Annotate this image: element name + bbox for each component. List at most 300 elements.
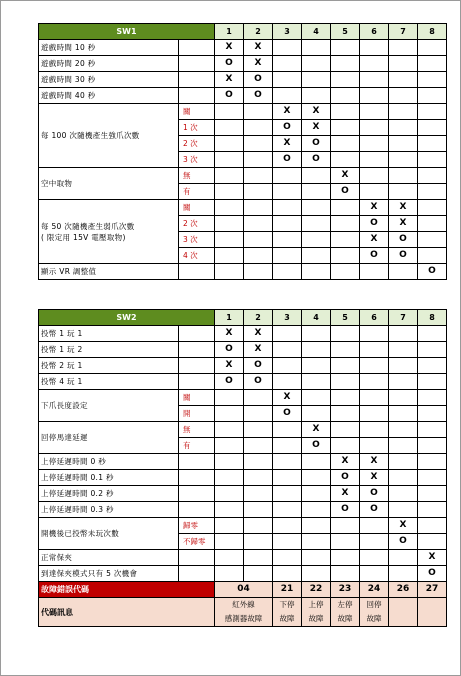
sw2-switch-5-state [331, 358, 360, 374]
row-label-text: 上停延遲時間 0 秒 [41, 457, 107, 466]
sw1-switch-4-state [302, 232, 331, 248]
sw1-switch-6-state [360, 152, 389, 168]
sw1-switch-5-state [331, 232, 360, 248]
sw2-switch-6-state: X [360, 454, 389, 470]
sw2-row-label [39, 566, 179, 582]
sw1-row [39, 168, 447, 184]
sw1-switch-1-state [215, 232, 244, 248]
sw1-row [39, 72, 447, 88]
row-label-text: 投幣 4 玩 1 [41, 377, 83, 386]
sw2-switch-1-state [215, 422, 244, 438]
error-message-line: 故障 [279, 614, 295, 623]
sw1-switch-5-state [331, 40, 360, 56]
error-message-line: 故障 [308, 614, 324, 623]
sw1-switch-3-state: X [273, 136, 302, 152]
sw2-switch-1-state [215, 502, 244, 518]
sw1-row-option: 關 [179, 200, 215, 216]
sw1-row-label [39, 56, 179, 72]
row-label-text: 到達保夾模式只有 5 次機會 [41, 569, 138, 578]
sw2-switch-2-state: O [244, 374, 273, 390]
error-code-04: 04 [215, 582, 273, 598]
sw2-row-option [179, 566, 215, 582]
row-label-text: 回停馬達延遲 [41, 433, 88, 442]
sw1-row [39, 200, 447, 216]
sw1-switch-1-state [215, 120, 244, 136]
sw1-switch-5-state [331, 216, 360, 232]
sw1-switch-5-state: O [331, 184, 360, 200]
sw2-row-label [39, 470, 179, 486]
sw2-row [39, 422, 447, 438]
error-message-24 [360, 598, 389, 627]
sw1-switch-2-state: O [244, 88, 273, 104]
error-message-row [39, 598, 447, 627]
sw2-switch-1-state: X [215, 358, 244, 374]
sw2-row-option [179, 342, 215, 358]
sw1-switch-4-state [302, 200, 331, 216]
sw2-row-label [39, 358, 179, 374]
row-label-text: 顯示 VR 調整值 [41, 267, 97, 276]
sw1-switch-1-state [215, 216, 244, 232]
sw2-row-label [39, 502, 179, 518]
sw1-row-option: 無 [179, 168, 215, 184]
sw2-switch-7-state [389, 342, 418, 358]
sw1-col-1: 1 [215, 24, 244, 40]
sw2-switch-5-state: X [331, 486, 360, 502]
sw2-switch-6-state [360, 534, 389, 550]
sw1-switch-2-state [244, 152, 273, 168]
row-label-text: 空中取物 [41, 179, 73, 188]
sw2-switch-8-state [418, 374, 447, 390]
sw2-row-label [39, 486, 179, 502]
sw1-row [39, 104, 447, 120]
sw1-row [39, 56, 447, 72]
sw1-switch-2-state [244, 264, 273, 280]
sw1-switch-8-state [418, 136, 447, 152]
row-label-text: 正常保夾 [41, 553, 73, 562]
sw2-switch-4-state [302, 358, 331, 374]
sw2-col-2: 2 [244, 310, 273, 326]
sw2-switch-2-state [244, 486, 273, 502]
sw1-switch-8-state [418, 184, 447, 200]
sw1-switch-4-state [302, 216, 331, 232]
sw2-switch-5-state [331, 406, 360, 422]
sw2-switch-6-state: X [360, 470, 389, 486]
sw2-switch-4-state [302, 470, 331, 486]
sw1-switch-3-state [273, 248, 302, 264]
sw1-switch-1-state [215, 152, 244, 168]
sw2-switch-6-state [360, 566, 389, 582]
sw1-switch-1-state [215, 136, 244, 152]
sw2-switch-4-state [302, 550, 331, 566]
sw1-switch-7-state [389, 72, 418, 88]
sw1-switch-4-state: X [302, 120, 331, 136]
sw2-switch-6-state [360, 438, 389, 454]
sw2-col-8: 8 [418, 310, 447, 326]
sw1-switch-6-state [360, 184, 389, 200]
sw2-switch-3-state [273, 518, 302, 534]
sw1-switch-1-state [215, 264, 244, 280]
sw2-switch-4-state [302, 502, 331, 518]
sw1-switch-4-state [302, 88, 331, 104]
sw2-switch-8-state [418, 422, 447, 438]
error-message-line: 故障 [366, 614, 382, 623]
sw2-switch-5-state [331, 342, 360, 358]
sw1-switch-5-state [331, 136, 360, 152]
sw2-switch-3-state: X [273, 390, 302, 406]
sw1-switch-1-state [215, 200, 244, 216]
sw1-switch-4-state: O [302, 152, 331, 168]
sw2-switch-7-state [389, 486, 418, 502]
sw2-switch-5-state [331, 422, 360, 438]
sw2-switch-3-state [273, 438, 302, 454]
sw1-switch-7-state [389, 168, 418, 184]
sw2-row-option [179, 454, 215, 470]
sw1-switch-4-state [302, 248, 331, 264]
sw1-switch-7-state [389, 88, 418, 104]
sw2-row [39, 326, 447, 342]
sw1-switch-7-state: O [389, 232, 418, 248]
sw1-row-option [179, 264, 215, 280]
error-message-21 [273, 598, 302, 627]
sw2-row [39, 390, 447, 406]
sw2-switch-7-state [389, 566, 418, 582]
sw2-row-option: 關 [179, 390, 215, 406]
sw2-row-label [39, 374, 179, 390]
sw2-switch-2-state [244, 422, 273, 438]
sw1-switch-6-state: X [360, 232, 389, 248]
sw1-switch-4-state [302, 264, 331, 280]
sw2-switch-8-state [418, 390, 447, 406]
sw1-switch-5-state [331, 200, 360, 216]
sw1-switch-1-state: X [215, 40, 244, 56]
sw1-switch-7-state [389, 120, 418, 136]
sw2-row-option: 不歸零 [179, 534, 215, 550]
sw2-switch-8-state [418, 486, 447, 502]
error-code-22: 22 [302, 582, 331, 598]
error-code-21: 21 [273, 582, 302, 598]
sw2-row-label [39, 550, 179, 566]
sw1-switch-8-state [418, 152, 447, 168]
sw2-switch-1-state [215, 534, 244, 550]
row-label-text: 遊戲時間 10 秒 [41, 43, 96, 52]
sw1-switch-2-state [244, 168, 273, 184]
sw2-col-4: 4 [302, 310, 331, 326]
sw1-row [39, 264, 447, 280]
sw2-switch-2-state [244, 470, 273, 486]
sw1-switch-4-state [302, 184, 331, 200]
sw2-switch-7-state [389, 422, 418, 438]
sw1-switch-1-state [215, 104, 244, 120]
sw1-switch-1-state: O [215, 88, 244, 104]
sw2-switch-2-state [244, 390, 273, 406]
sw2-switch-8-state: X [418, 550, 447, 566]
sw1-switch-7-state [389, 104, 418, 120]
sw2-switch-7-state [389, 502, 418, 518]
sw1-col-2: 2 [244, 24, 273, 40]
sw1-switch-8-state [418, 120, 447, 136]
sw2-row-option [179, 486, 215, 502]
sw2-switch-4-state [302, 406, 331, 422]
sw2-row-label [39, 390, 179, 422]
sw1-row-option: 2 次 [179, 216, 215, 232]
sw1-switch-4-state [302, 168, 331, 184]
sw2-switch-2-state [244, 502, 273, 518]
sw1-row-option [179, 88, 215, 104]
error-message-line: 下停 [279, 600, 295, 609]
error-codes-title: 故障錯誤代碼 [39, 582, 215, 598]
sw2-row [39, 502, 447, 518]
sw2-switch-1-state [215, 566, 244, 582]
sw2-switch-8-state [418, 438, 447, 454]
error-code-26: 26 [389, 582, 418, 598]
row-label-text: 下爪長度設定 [41, 401, 88, 410]
sw1-switch-2-state [244, 104, 273, 120]
sw2-switch-7-state [389, 406, 418, 422]
error-message-title: 代碼訊息 [39, 598, 215, 627]
error-message-line: 上停 [308, 600, 324, 609]
sw2-switch-7-state [389, 550, 418, 566]
sw1-switch-1-state: O [215, 56, 244, 72]
sw1-switch-3-state [273, 216, 302, 232]
sw2-switch-1-state: O [215, 374, 244, 390]
sw2-switch-4-state [302, 566, 331, 582]
sw2-switch-4-state [302, 326, 331, 342]
sw2-switch-4-state [302, 534, 331, 550]
sw1-switch-6-state [360, 264, 389, 280]
error-message-line: 回停 [366, 600, 382, 609]
sw1-switch-3-state [273, 72, 302, 88]
sw2-switch-8-state [418, 342, 447, 358]
sw2-switch-2-state [244, 406, 273, 422]
sw1-switch-5-state [331, 248, 360, 264]
sw1-switch-3-state [273, 184, 302, 200]
sw2-row [39, 454, 447, 470]
sw1-switch-8-state: O [418, 264, 447, 280]
sw1-switch-7-state [389, 56, 418, 72]
sw2-switch-3-state: O [273, 406, 302, 422]
sw2-row-option [179, 550, 215, 566]
sw2-switch-4-state [302, 518, 331, 534]
sw1-row-option: 1 次 [179, 120, 215, 136]
sw1-switch-1-state: X [215, 72, 244, 88]
sw1-switch-7-state [389, 152, 418, 168]
sw2-row-option [179, 326, 215, 342]
sw1-switch-2-state [244, 216, 273, 232]
sw1-switch-7-state: O [389, 248, 418, 264]
sw2-switch-4-state [302, 486, 331, 502]
sw2-switch-3-state [273, 502, 302, 518]
sw1-switch-7-state: X [389, 200, 418, 216]
sw1-switch-5-state [331, 56, 360, 72]
sw2-switch-1-state [215, 518, 244, 534]
error-code-23: 23 [331, 582, 360, 598]
sw2-col-1: 1 [215, 310, 244, 326]
sw1-switch-6-state: O [360, 248, 389, 264]
sw2-switch-8-state [418, 534, 447, 550]
sw1-switch-2-state [244, 120, 273, 136]
sw1-switch-4-state: X [302, 104, 331, 120]
sw1-switch-6-state [360, 72, 389, 88]
sw2-switch-5-state [331, 518, 360, 534]
sw2-row-label [39, 342, 179, 358]
sw2-switch-6-state [360, 390, 389, 406]
sw2-row [39, 470, 447, 486]
sw1-switch-1-state [215, 248, 244, 264]
sw1-switch-6-state: X [360, 200, 389, 216]
sw1-switch-6-state [360, 136, 389, 152]
error-message-22 [302, 598, 331, 627]
sw2-switch-4-state: X [302, 422, 331, 438]
sw2-row [39, 358, 447, 374]
sw1-switch-2-state [244, 200, 273, 216]
sw1-switch-8-state [418, 200, 447, 216]
row-label-text: 開機後已投幣未玩次數 [41, 529, 119, 538]
sw2-row-option [179, 502, 215, 518]
sw1-switch-6-state: O [360, 216, 389, 232]
sw1-switch-6-state [360, 40, 389, 56]
sw1-row-option: 有 [179, 184, 215, 200]
sw1-row-label [39, 88, 179, 104]
sw1-row-option: 3 次 [179, 152, 215, 168]
error-message-line: 感測器故障 [224, 614, 263, 623]
sw1-col-5: 5 [331, 24, 360, 40]
sw2-switch-3-state [273, 566, 302, 582]
sw1-switch-3-state [273, 200, 302, 216]
sw2-switch-1-state [215, 486, 244, 502]
sw1-switch-5-state [331, 104, 360, 120]
sw2-switch-2-state [244, 438, 273, 454]
sw1-switch-4-state [302, 72, 331, 88]
sw1-switch-3-state [273, 168, 302, 184]
sw1-row-option: 3 次 [179, 232, 215, 248]
row-label-text: 上停延遲時間 0.2 秒 [41, 489, 114, 498]
sw2-switch-7-state [389, 358, 418, 374]
sw1-row-option [179, 40, 215, 56]
sw2-switch-3-state [273, 550, 302, 566]
sw1-switch-4-state [302, 56, 331, 72]
row-label-text: 上停延遲時間 0.1 秒 [41, 473, 114, 482]
sw2-row-label [39, 326, 179, 342]
sw2-row-option: 開 [179, 406, 215, 422]
sw1-switch-5-state [331, 88, 360, 104]
sw2-row [39, 486, 447, 502]
sw1-table [38, 23, 447, 280]
sw2-switch-3-state [273, 470, 302, 486]
sw1-col-8: 8 [418, 24, 447, 40]
sw2-switch-6-state [360, 406, 389, 422]
sw1-switch-4-state: O [302, 136, 331, 152]
sw1-switch-6-state [360, 104, 389, 120]
row-label-text: 投幣 2 玩 1 [41, 361, 83, 370]
error-code-24: 24 [360, 582, 389, 598]
sw2-switch-5-state: O [331, 470, 360, 486]
sw2-row [39, 566, 447, 582]
sw1-switch-5-state [331, 152, 360, 168]
sw2-row-option [179, 358, 215, 374]
sw2-switch-5-state [331, 326, 360, 342]
error-message-line: 左停 [337, 600, 353, 609]
sw2-switch-6-state: O [360, 486, 389, 502]
sw2-switch-7-state [389, 454, 418, 470]
sw2-switch-3-state [273, 486, 302, 502]
sw1-switch-5-state [331, 264, 360, 280]
sw2-switch-2-state [244, 566, 273, 582]
sw2-switch-1-state: X [215, 326, 244, 342]
row-label-text: 上停延遲時間 0.3 秒 [41, 505, 114, 514]
sw1-switch-6-state [360, 88, 389, 104]
error-message-27 [418, 598, 447, 627]
error-code-row [39, 582, 447, 598]
row-label-note: ( 限定用 15V 電壓取物) [41, 232, 126, 242]
sw2-row [39, 518, 447, 534]
sw1-row-option: 4 次 [179, 248, 215, 264]
error-message-26 [389, 598, 418, 627]
sw2-switch-5-state [331, 438, 360, 454]
sw2-switch-6-state [360, 422, 389, 438]
sw2-switch-2-state [244, 518, 273, 534]
sw2-switch-1-state [215, 454, 244, 470]
sw2-switch-3-state [273, 534, 302, 550]
sw1-switch-8-state [418, 168, 447, 184]
row-label-text: 投幣 1 玩 2 [41, 345, 83, 354]
sw2-row-option [179, 470, 215, 486]
sw2-switch-5-state [331, 534, 360, 550]
sw1-row-label [39, 200, 179, 264]
row-label-text: 遊戲時間 30 秒 [41, 75, 96, 84]
sw1-header-row [39, 24, 447, 40]
sw1-switch-2-state [244, 184, 273, 200]
sw2-switch-3-state [273, 454, 302, 470]
sw1-switch-3-state: X [273, 104, 302, 120]
sw1-row [39, 40, 447, 56]
row-label-text: 投幣 1 玩 1 [41, 329, 83, 338]
sw2-switch-8-state [418, 358, 447, 374]
sw1-switch-8-state [418, 72, 447, 88]
sw2-switch-1-state [215, 438, 244, 454]
sw2-row [39, 550, 447, 566]
sw2-switch-7-state [389, 438, 418, 454]
sw2-switch-6-state [360, 518, 389, 534]
sw1-switch-2-state [244, 232, 273, 248]
sw2-switch-6-state [360, 550, 389, 566]
sw1-title: SW1 [39, 24, 215, 40]
sw2-switch-3-state [273, 422, 302, 438]
sw1-row-label [39, 264, 179, 280]
sw2-switch-2-state [244, 454, 273, 470]
sw2-switch-2-state [244, 534, 273, 550]
sw2-switch-6-state [360, 326, 389, 342]
sw1-switch-7-state [389, 184, 418, 200]
sw1-switch-3-state [273, 88, 302, 104]
row-label-text: 每 100 次隨機產生強爪次數 [41, 131, 140, 140]
sw2-switch-7-state [389, 470, 418, 486]
sw1-switch-3-state [273, 264, 302, 280]
sw1-switch-8-state [418, 232, 447, 248]
sw1-switch-4-state [302, 40, 331, 56]
sw2-row-option: 無 [179, 422, 215, 438]
sw1-col-4: 4 [302, 24, 331, 40]
sw1-switch-5-state [331, 72, 360, 88]
sw1-switch-3-state: O [273, 120, 302, 136]
sw2-col-5: 5 [331, 310, 360, 326]
sw2-row-label [39, 454, 179, 470]
sw2-switch-8-state [418, 470, 447, 486]
sw2-col-7: 7 [389, 310, 418, 326]
error-message-23 [331, 598, 360, 627]
sw1-switch-8-state [418, 104, 447, 120]
sw1-switch-3-state: O [273, 152, 302, 168]
sw1-row-option: 關 [179, 104, 215, 120]
